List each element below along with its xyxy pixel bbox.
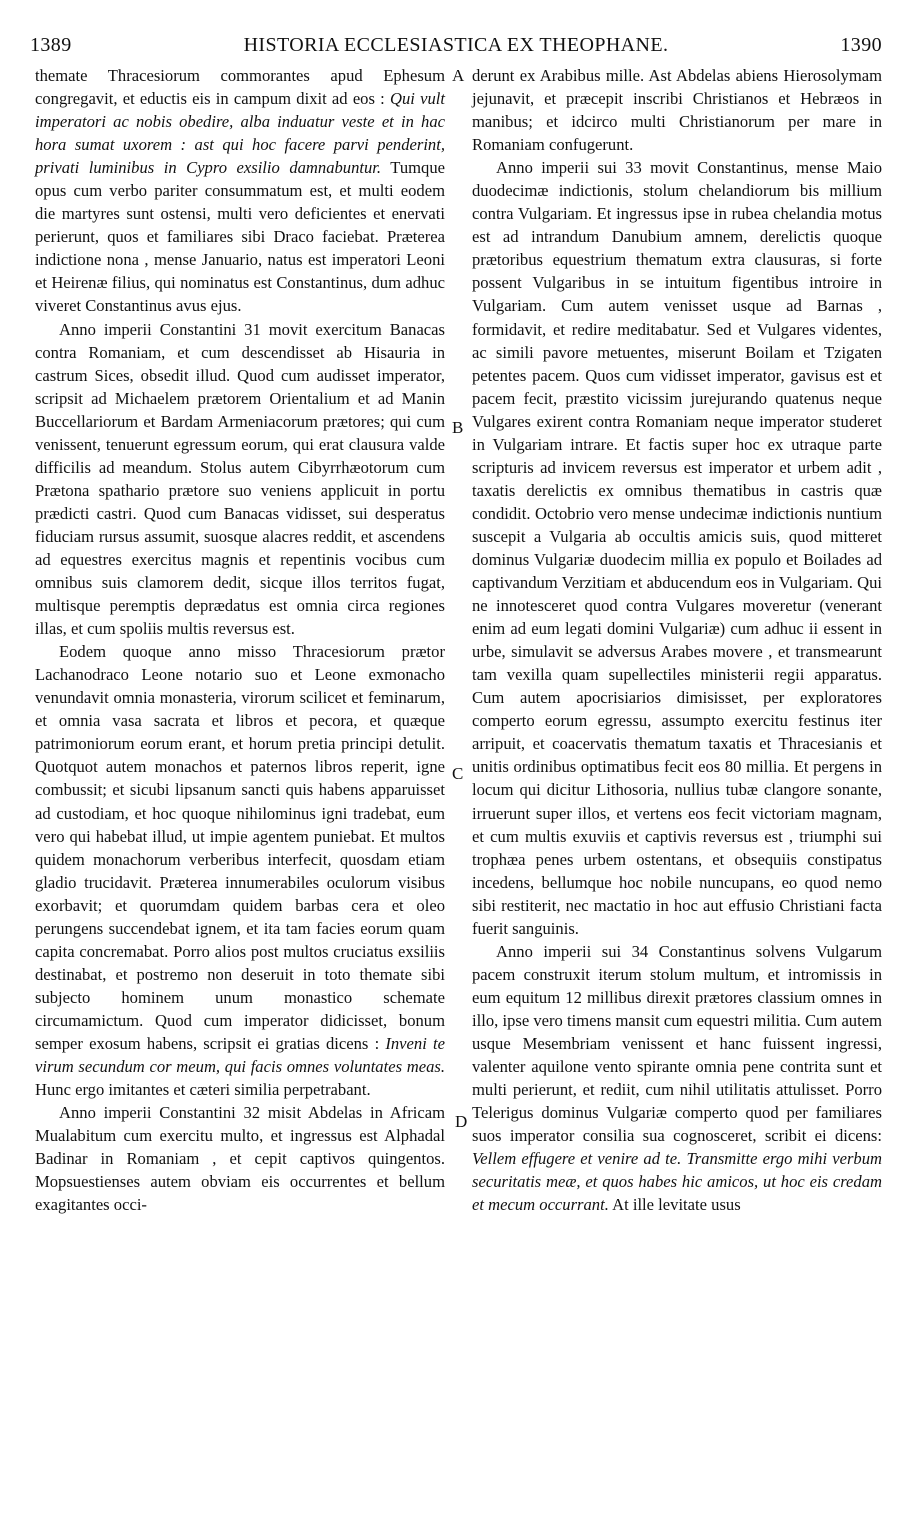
text-run: Anno imperii Constantini 31 movit exercitum Banacas contra Romaniam, et cum descendisset ab Hisauria in castrum Sices, obsedit illud. Quod cum audisset imperator, scripsit ad Michaelem prætorem Orientalium et ad Manin Buccellariorum et Bardam Armeniacorum prætores; qui cum venissent, tenuerunt egressum eorum, qui erat clausura valde difficilis ad meandum. Stolus autem Cibyrrhæotorum cum Prætona spathario prætore suo veniens applicuit in portu prædicti castri. Quod cum Banacas vidisset, sui desperatus fiduciam rursus assumit, suosque alacres reddit, et ascendens ad equestres exercitus magnis et repentinis vocibus cum omnibus suis clamorem dedit, sicque illos territos fugat, multisque peremptis deprædatus est omnia circa regiones illas, et cum spoliis multis reversus est. <box>35 319 445 639</box>
paragraph <box>35 64 445 318</box>
text-run: derunt ex Arabibus mille. Ast Abdelas abiens Hierosolymam jejunavit, et præcepit inscribi Christianos et Hebræos in manibus; et idcirco multi Christianorum per mare in Romaniam confugerunt. <box>472 66 882 155</box>
running-title: HISTORIA ECCLESIASTICA EX THEOPHANE. <box>243 34 669 56</box>
paragraph <box>472 940 882 1217</box>
paragraph <box>35 318 445 641</box>
paragraph <box>472 156 882 940</box>
italic-quote: Inveni te virum secundum cor meum, qui facis omnes voluntates meas. <box>35 1033 445 1077</box>
paragraph <box>472 64 882 156</box>
italic-quote: Vellem effugere et venire ad te. Transmitte ergo mihi verbum securitatis meæ, et quos habes hic amicos, ut hoc eis credam et mecum occurrant. <box>472 1149 882 1215</box>
text-run: themate Thracesiorum commorantes apud Ephesum congregavit, et eductis eis in campum dixit ad eos : <box>35 66 445 109</box>
page-number-left: 1389 <box>30 34 72 56</box>
paragraph <box>35 1101 445 1216</box>
text-run: Eodem quoque anno misso Thracesiorum prætor Lachanodraco Leone notario suo et Leone exmonacho venundavit omnia monasteria, virorum scilicet et feminarum, et omnia vasa sacrata et libros et pecora, et quæque patrimoniorum eorum erant, et horum pretia principi detulit. Quotquot autem monachos et paternos libros reperit, igne combussit; et sicubi lipsanum sancti quis habens apparuisset ad custodiam, et hoc quoque nihilominus igni tradebat, eum vero qui habebat illud, ut impie agentem puniebat. Et multos quidem monachorum verberibus interfecit, quosdam etiam gladio trucidavit. Præterea innumerabiles oculorum visibus exorbavit; et quorumdam quidem barbas cera et oleo perungens succendebat ignem, et ita tam facies eorum quam capita concremabat. Porro alios post multos cruciatus exsiliis destinabat, et postremo non deseruit in toto themate sibi subjecto hominem unum monastico schemate circumamictum. Quod cum imperator didicisset, bonum semper exosum habens, scripsit ei gratias dicens : <box>35 642 445 1053</box>
text-run: Hunc ergo imitantes et cæteri similia perpetrabant. <box>35 1080 371 1100</box>
paragraph <box>35 640 445 1101</box>
page-number-right: 1390 <box>840 34 882 56</box>
text-run: Anno imperii Constantini 32 misit Abdelas in Africam Mualabitum cum exercitu multo, et ingressus est Alphadal Badinar in Romaniam , et cepit captivos quingentos. Mopsuestienses autem obviam eis occurrentes et bellum exagitantes occi- <box>35 1103 445 1215</box>
running-header <box>30 34 882 60</box>
margin-letter-a: A <box>452 66 465 85</box>
text-run: At ille levitate usus <box>608 1195 741 1215</box>
left-column <box>35 64 445 1216</box>
margin-letter-d: D <box>455 1112 468 1131</box>
text-run: Tumque opus cum verbo pariter consummatum est, et multi eodem die martyres sunt ostensi, multi vero deficientes et enervati perierunt, quos et familiares sibi Draco faciebat. Præterea indictione nona , mense Januario, natus est imperatori Leoni et Heirenæ filius, qui nominatus est Constantinus, dum adhuc viveret Constantinus avus ejus. <box>35 158 445 316</box>
text-run: Anno imperii sui 34 Constantinus solvens Vulgarum pacem construxit iterum stolum multum, et intromissis in eum equitum 12 millibus direxit prætores classium omnes in illo, ipse vero timens mansit cum equestri militia. Cum autem usque Mesembriam venissent et hanc fuissent ingressi, valenter aquilone vento spirante omnia pene contrita sunt et multi perierunt, et rediit, cum nihil utilitatis attulisset. Porro Telerigus dominus Vulgariæ comperto quod per familiares suos imperator consilia sua cognosceret, scribit ei dicens: <box>472 941 882 1146</box>
text-run: Anno imperii sui 33 movit Constantinus, mense Maio duodecimæ indictionis, stolum chelandiorum bis millium contra Vulgariam. Et ingressus ipse in rubea chelandia motus est ad intrandum Danubium amnem, derelictis quoque prætoribus equestrium thematum extra clausuras, si forte possent Vulgaribus in se intuitum figentibus introire in Vulgariam. Cum autem venisset usque ad Barnas , formidavit, et redire meditabatur. Sed et Vulgares videntes, ac simili pavore metuentes, miserunt Boilam et Tzigaten petentes pacem. Quos cum vidisset imperator, gavisus est et pacem fecit, præstito vicissim jurejurando quatenus neque Vulgares exirent contra Romaniam neque imperator studeret in Vulgariam intrare. Et factis super hoc ex utraque parte scripturis ad invicem reversus est imperator et urbem adit , taxatis derelictis ex omnibus thematibus in castris quæ condidit. Octobrio vero mense undecimæ indictionis nuntium suscepit a Vulgaria ab occultis amicis suis, quod mitteret dominus Vulgariæ duodecim millia ex populo et Boilades ad captivandum Verzitiam et abducendum eos in Vulgariam. Qui ne innotesceret quod contra Vulgares moveretur (venerant enim ad eum legati domini Vulgariæ) cum adhuc ii essent in urbe, simulavit se adversus Arabes movere , et transmearunt tam vexilla quam supellectiles ministerii regii apparatus. Cum autem apocrisiarios dimisisset, per exploratores comperto eorum egressu, assumpto exercitu festinus iter arripuit, et coacervatis thematum taxatis et Thracesianis et unitis ordinibus optimatibus fecit eos 80 millia. Et pergens in locum qui dicitur Lithosoria, nullius tubæ clangore sonante, irruerunt super illos, et vertens eos fecit victoriam magnam, et cum multis exuviis et captivis reversus est , triumphi sui trophæa penes urbem ostentans, et obsequiis constipatus incedens, bellumque hoc nobile nuncupans, eo quod nemo sibi restiterit, nec mactatio in hoc aut effusio Christiani facta fuerit sanguinis. <box>472 158 882 938</box>
italic-quote: Qui vult imperatori ac nobis obedire, alba induatur veste et in hac hora sumat uxorem : ast qui hoc facere parvi penderint, privati luminibus in Cypro exsilio damnabuntur. <box>35 89 445 178</box>
margin-letter-c: C <box>452 764 464 783</box>
right-column <box>472 64 882 1216</box>
margin-letter-b: B <box>452 418 464 437</box>
